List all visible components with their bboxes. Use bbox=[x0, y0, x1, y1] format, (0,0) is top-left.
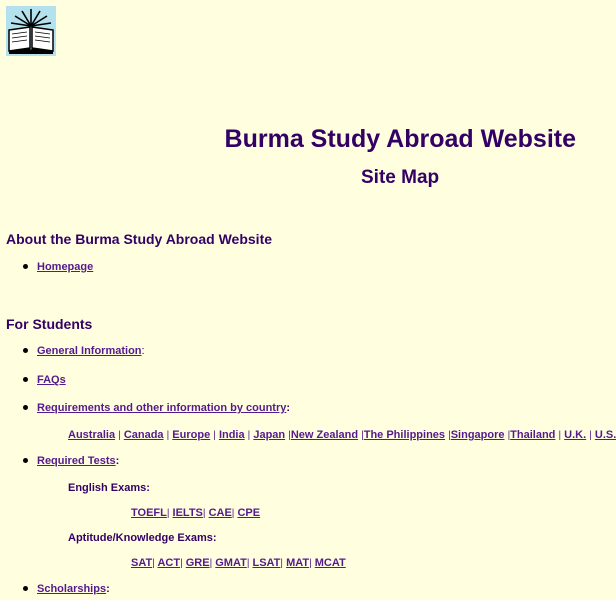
bullet bbox=[23, 405, 28, 410]
country-link-new-zealand[interactable]: New Zealand bbox=[290, 429, 359, 441]
list-item-scholarships bbox=[37, 583, 110, 595]
separator: | bbox=[280, 558, 284, 569]
list-item-homepage bbox=[37, 261, 93, 273]
separator: | bbox=[166, 430, 170, 441]
country-link-us[interactable]: U.S. bbox=[594, 429, 616, 441]
exam-link-gre[interactable]: GRE bbox=[185, 557, 210, 569]
required-tests-suffix: : bbox=[115, 455, 120, 467]
list-item-faqs bbox=[37, 374, 66, 386]
separator: | bbox=[309, 558, 312, 569]
exam-link-sat[interactable]: SAT bbox=[131, 557, 153, 569]
exam-link-cae[interactable]: CAE bbox=[208, 507, 232, 519]
exam-link-ielts[interactable]: IELTS bbox=[172, 507, 203, 519]
open-book-icon bbox=[6, 6, 56, 56]
separator: | bbox=[118, 430, 121, 441]
country-link-japan[interactable]: Japan bbox=[253, 429, 286, 441]
country-link-singapore[interactable]: Singapore bbox=[450, 429, 505, 441]
country-link-philippines[interactable]: The Philippines bbox=[363, 429, 446, 441]
page-title: Burma Study Abroad Website bbox=[224, 125, 576, 153]
bullet bbox=[23, 377, 28, 382]
aptitude-exams-label: Aptitude/Knowledge Exams: bbox=[68, 532, 217, 544]
separator: | bbox=[231, 508, 235, 519]
country-link-india[interactable]: India bbox=[218, 429, 245, 441]
separator: | bbox=[152, 558, 155, 569]
exam-link-mcat[interactable]: MCAT bbox=[314, 557, 346, 569]
list-item-requirements bbox=[37, 402, 290, 414]
exam-link-cpe[interactable]: CPE bbox=[237, 507, 261, 519]
english-exams-label: English Exams: bbox=[68, 482, 150, 494]
exam-link-lsat[interactable]: LSAT bbox=[252, 557, 281, 569]
separator: | bbox=[448, 430, 451, 441]
bullet bbox=[23, 264, 28, 269]
general-information-link[interactable]: General Information bbox=[37, 345, 142, 357]
separator: | bbox=[507, 430, 511, 441]
country-link-thailand[interactable]: Thailand bbox=[510, 429, 556, 441]
list-item-required-tests bbox=[37, 455, 119, 467]
section-heading-students: For Students bbox=[6, 316, 93, 332]
exam-link-gmat[interactable]: GMAT bbox=[215, 557, 247, 569]
exam-link-mat[interactable]: MAT bbox=[286, 557, 310, 569]
requirements-suffix: : bbox=[286, 402, 291, 414]
homepage-link[interactable]: Homepage bbox=[37, 261, 94, 273]
separator: | bbox=[209, 558, 213, 569]
separator: | bbox=[246, 558, 250, 569]
requirements-link[interactable]: Requirements and other information by country bbox=[37, 402, 287, 414]
bullet bbox=[23, 458, 28, 463]
scholarships-suffix: : bbox=[106, 583, 110, 595]
exam-link-toefl[interactable]: TOEFL bbox=[131, 507, 167, 519]
bullet bbox=[23, 348, 28, 353]
bullet bbox=[23, 586, 28, 591]
section-heading-about: About the Burma Study Abroad Website bbox=[6, 231, 273, 247]
faqs-link[interactable]: FAQs bbox=[37, 374, 66, 386]
country-link-canada[interactable]: Canada bbox=[123, 429, 164, 441]
country-link-uk[interactable]: U.K. bbox=[564, 429, 587, 441]
separator: | bbox=[202, 508, 206, 519]
separator: | bbox=[558, 430, 562, 441]
separator: | bbox=[247, 430, 251, 441]
scholarships-link[interactable]: Scholarships bbox=[37, 583, 107, 595]
separator: | bbox=[180, 558, 183, 569]
general-information-suffix: : bbox=[141, 345, 145, 357]
aptitude-exam-links-row bbox=[131, 557, 346, 569]
separator: | bbox=[361, 430, 364, 441]
list-item-general-info bbox=[37, 345, 145, 357]
country-link-australia[interactable]: Australia bbox=[68, 429, 116, 441]
separator: | bbox=[589, 430, 592, 441]
separator: | bbox=[288, 430, 291, 441]
country-links-row bbox=[68, 429, 616, 441]
separator: | bbox=[213, 430, 216, 441]
required-tests-link[interactable]: Required Tests bbox=[37, 455, 116, 467]
country-link-europe[interactable]: Europe bbox=[172, 429, 211, 441]
page-subtitle: Site Map bbox=[361, 167, 440, 188]
english-exam-links-row bbox=[131, 507, 260, 519]
exam-link-act[interactable]: ACT bbox=[157, 557, 181, 569]
separator: | bbox=[166, 508, 170, 519]
